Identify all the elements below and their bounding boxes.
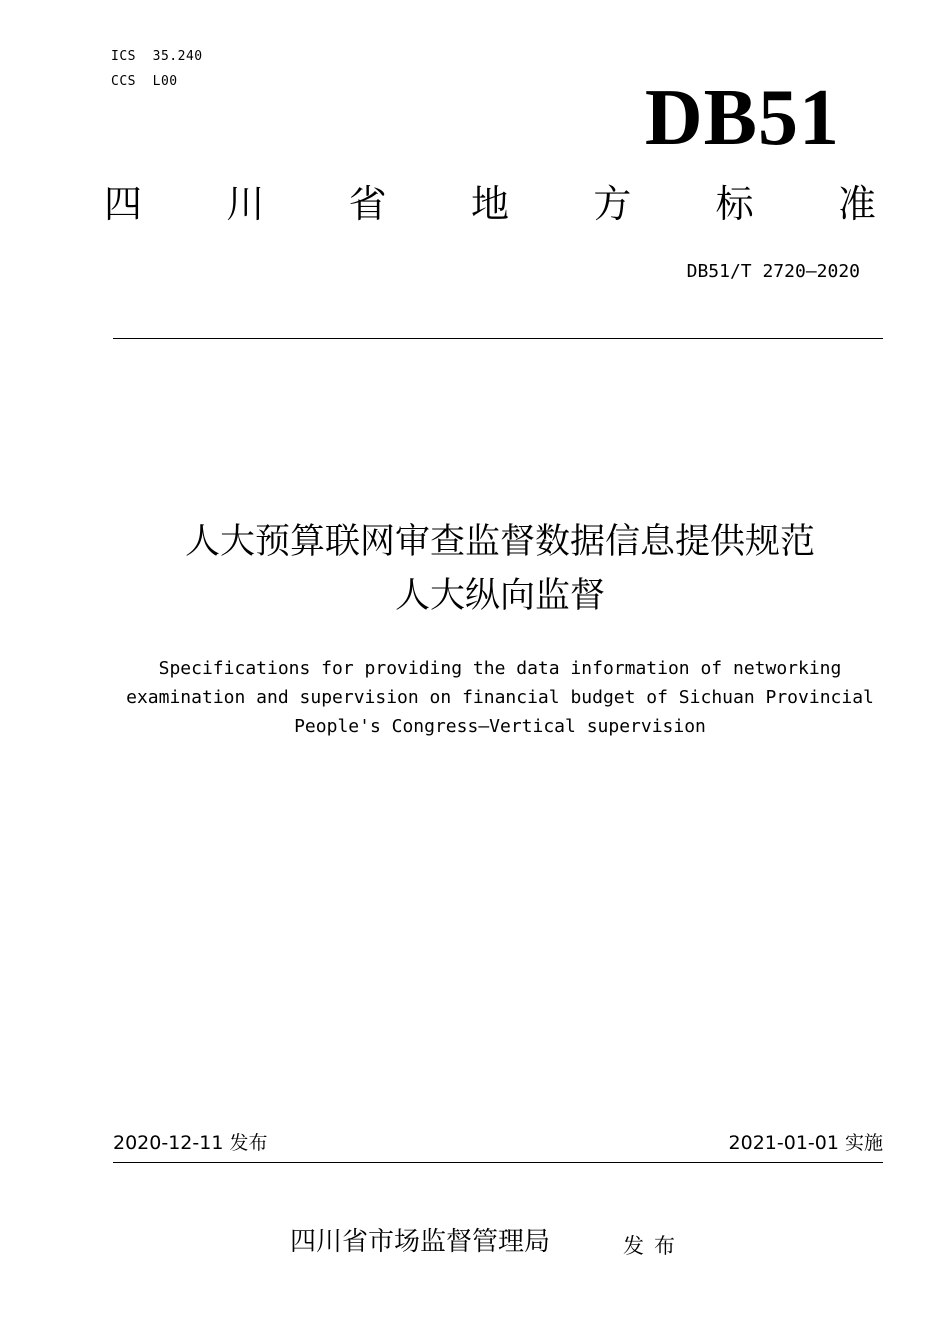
standard-type-char: 准 [837,182,876,226]
standard-type-char: 省 [348,182,387,226]
db51-logo: DB51 [644,74,840,162]
cn-title-line-2: 人大纵向监督 [394,576,605,616]
standard-type-char: 方 [593,182,632,226]
issue-label: 发布 [623,1234,685,1258]
footer-divider [113,1162,883,1163]
standard-type-char: 地 [470,182,509,226]
ics-code: ICS 35.240 [111,49,203,64]
header-divider [113,338,883,339]
en-title-line: examination and supervision on financial budget of Sichuan Provincial [126,687,874,708]
provincial-standard-label [104,182,876,228]
publish-date: 2020-12-11 发布 [113,1132,268,1154]
standard-number: DB51/T 2720—2020 [686,261,860,282]
en-title [60,654,940,741]
issuing-authority: 四川省市场监督管理局 [290,1227,551,1257]
implement-date: 2021-01-01 实施 [728,1132,883,1154]
standard-type-char: 四 [104,182,143,226]
cn-title-line-1: 人大预算联网审查监督数据信息提供规范 [184,522,815,562]
en-title-line: People's Congress—Vertical supervision [294,716,706,737]
standard-type-char: 川 [226,182,265,226]
ccs-code: CCS L00 [111,74,178,89]
standard-type-char: 标 [715,182,754,226]
en-title-line: Specifications for providing the data information of networking [158,658,842,679]
